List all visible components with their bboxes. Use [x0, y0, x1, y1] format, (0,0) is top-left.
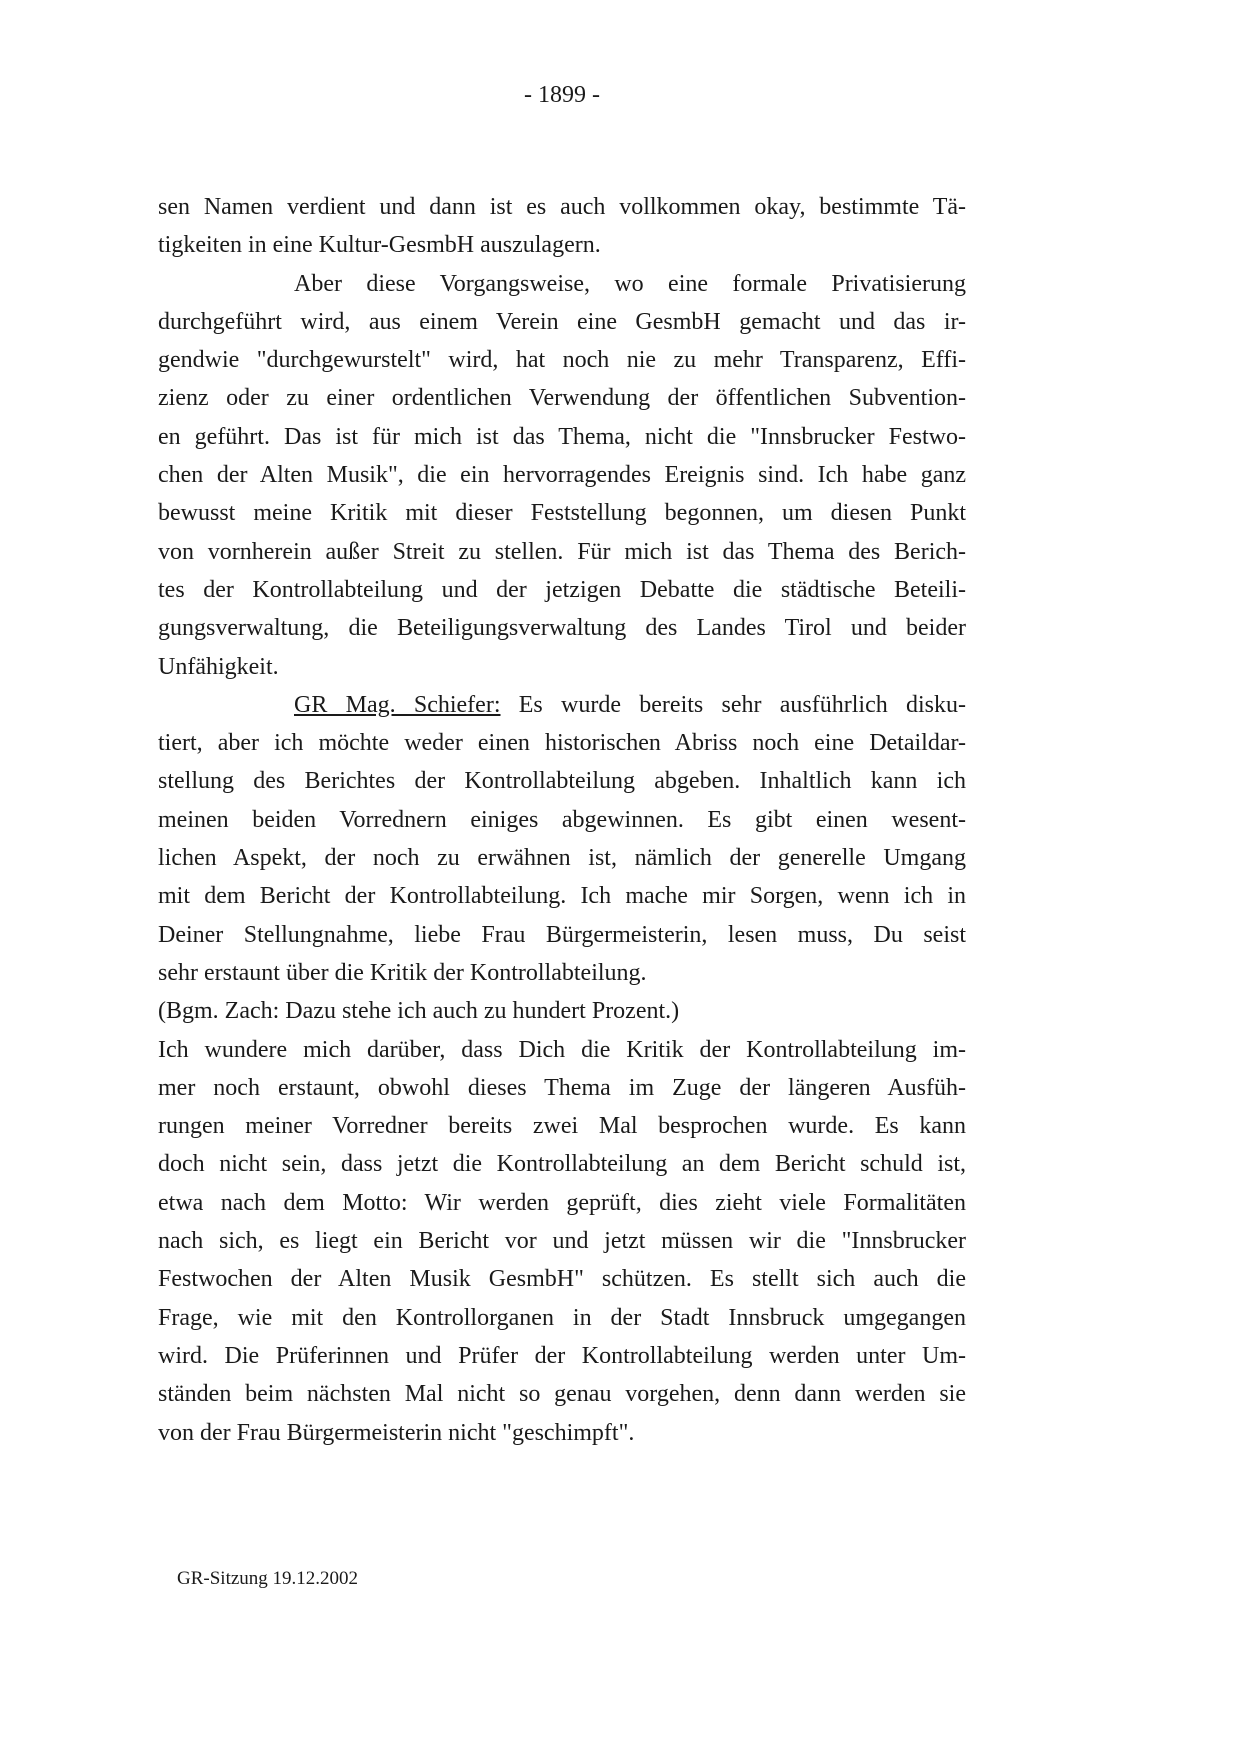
- paragraph: [158, 1031, 966, 1452]
- text-line: Ich wundere mich darüber, dass Dich die Kritik der Kontrollabteilung im-: [158, 1036, 966, 1063]
- text-line: sehr erstaunt über die Kritik der Kontrollabteilung.: [158, 959, 647, 986]
- text-line: tiert, aber ich möchte weder einen historischen Abriss noch eine Detaildar-: [158, 730, 966, 757]
- speaker-line-rest: Es wurde bereits sehr ausführlich disku-: [500, 691, 966, 718]
- text-line: nach sich, es liegt ein Bericht vor und jetzt müssen wir die "Innsbrucker: [158, 1228, 966, 1255]
- text-line: durchgeführt wird, aus einem Verein eine GesmbH gemacht und das ir-: [158, 308, 966, 335]
- text-line: etwa nach dem Motto: Wir werden geprüft, dies zieht viele Formalitäten: [158, 1189, 966, 1216]
- text-line: (Bgm. Zach: Dazu stehe ich auch zu hundert Prozent.): [158, 998, 680, 1025]
- text-line: ständen beim nächsten Mal nicht so genau vorgehen, denn dann werden sie: [158, 1381, 966, 1408]
- text-line: lichen Aspekt, der noch zu erwähnen ist, nämlich der generelle Umgang: [158, 845, 966, 872]
- text-line: tigkeiten in eine Kultur-GesmbH auszulagern.: [158, 232, 601, 259]
- paragraph: [158, 992, 966, 1030]
- text-line: mit dem Bericht der Kontrollabteilung. Ich mache mir Sorgen, wenn ich in: [158, 883, 966, 910]
- text-line: Unfähigkeit.: [158, 653, 279, 680]
- text-line: Deiner Stellungnahme, liebe Frau Bürgermeisterin, lesen muss, Du seist: [158, 921, 966, 948]
- text-line: zienz oder zu einer ordentlichen Verwendung der öffentlichen Subvention-: [158, 385, 966, 412]
- text-line: tes der Kontrollabteilung und der jetzigen Debatte die städtische Beteili-: [158, 576, 966, 603]
- text-line: mer noch erstaunt, obwohl dieses Thema im Zuge der längeren Ausfüh-: [158, 1074, 966, 1101]
- text-line: sen Namen verdient und dann ist es auch vollkommen okay, bestimmte Tä-: [158, 194, 966, 220]
- text-line: wird. Die Prüferinnen und Prüfer der Kontrollabteilung werden unter Um-: [158, 1342, 966, 1369]
- text-line: meinen beiden Vorrednern einiges abgewinnen. Es gibt einen wesent-: [158, 806, 966, 833]
- page-number-header: - 1899 -: [524, 82, 600, 108]
- paragraph: [158, 265, 966, 686]
- text-line: [158, 686, 966, 724]
- page-body: [158, 188, 966, 1452]
- paragraph: [158, 686, 966, 992]
- text-line: von der Frau Bürgermeisterin nicht "geschimpft".: [158, 1419, 635, 1446]
- text-line: chen der Alten Musik", die ein hervorragendes Ereignis sind. Ich habe ganz: [158, 462, 966, 489]
- text-line: Aber diese Vorgangsweise, wo eine formale Privatisierung: [294, 270, 966, 297]
- text-line: von vornherein außer Streit zu stellen. Für mich ist das Thema des Berich-: [158, 538, 966, 565]
- text-line: doch nicht sein, dass jetzt die Kontrollabteilung an dem Bericht schuld ist,: [158, 1151, 966, 1178]
- text-line: gungsverwaltung, die Beteiligungsverwaltung des Landes Tirol und beider: [158, 615, 966, 642]
- text-line: Festwochen der Alten Musik GesmbH" schützen. Es stellt sich auch die: [158, 1266, 966, 1293]
- page-footer: GR-Sitzung 19.12.2002: [177, 1568, 359, 1589]
- text-line: rungen meiner Vorredner bereits zwei Mal besprochen wurde. Es kann: [158, 1113, 966, 1140]
- paragraph: [158, 188, 966, 265]
- text-line: gendwie "durchgewurstelt" wird, hat noch nie zu mehr Transparenz, Effi-: [158, 347, 966, 374]
- speaker-name: GR Mag. Schiefer:: [294, 691, 501, 718]
- text-line: bewusst meine Kritik mit dieser Feststellung begonnen, um diesen Punkt: [158, 500, 966, 527]
- text-line: Frage, wie mit den Kontrollorganen in der Stadt Innsbruck umgegangen: [158, 1304, 966, 1331]
- text-line: stellung des Berichtes der Kontrollabteilung abgeben. Inhaltlich kann ich: [158, 768, 966, 795]
- text-line: en geführt. Das ist für mich ist das Thema, nicht die "Innsbrucker Festwo-: [158, 423, 966, 450]
